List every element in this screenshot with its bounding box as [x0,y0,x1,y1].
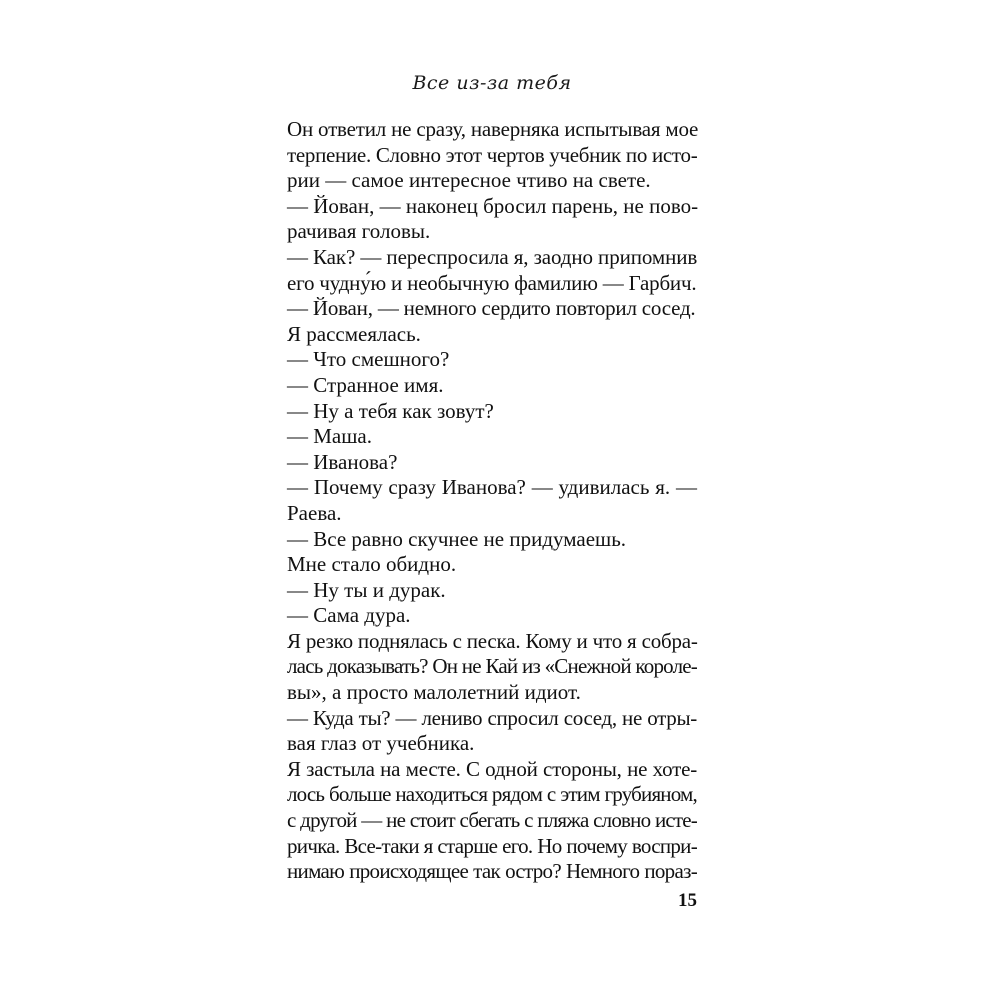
text-line: — Почему сразу Иванова? — удивилась я. — [287,475,697,500]
text-line: Он ответил не сразу, наверняка испытывая мое [287,117,699,141]
text-line: вая глаз от учебника. [287,731,475,756]
text-line: — Сама дура. [287,603,411,628]
text-line: — Что смешного? [287,347,450,372]
text-line: рачивая головы. [287,219,431,244]
text-line: — Иванова? [287,449,398,474]
text-line: Я рассмеялась. [287,321,421,346]
text-line: — Ну ты и дурак. [287,577,446,602]
text-line: — Маша. [287,424,372,449]
text-line: — Йован, — наконец бросил парень, не пово- [287,193,699,218]
text-line: — Странное имя. [287,372,444,397]
text-line: вы», а просто малолетний идиот. [287,680,581,705]
text-line: Мне стало обидно. [287,552,457,577]
text-line: лась доказывать? Он не Кай из «Снежной короле- [287,654,697,679]
text-line: терпение. Словно этот чертов учебник по исто- [287,142,698,167]
text-line: — Как? — переспросила я, заодно припомнив [287,244,698,269]
text-line: рии — самое интересное чтиво на свете. [287,168,651,193]
running-head: Все из-за тебя [412,72,572,94]
page-number: 15 [678,890,697,911]
text-line: Я застыла на месте. С одной стороны, не хоте- [287,756,697,781]
text-line: ричка. Все-таки я старше его. Но почему воспри- [287,833,697,858]
text-line: Раева. [287,500,342,525]
text-line: нимаю происходящее так остро? Немного пораз- [287,859,697,884]
text-line: — Куда ты? — лениво спросил сосед, не отры- [287,705,697,730]
text-line: — Все равно скучнее не придумаешь. [287,526,627,551]
text-line: его чудну́ю и необычную фамилию — Гарбич. [287,270,697,295]
text-line: — Йован, — немного сердито повторил сосед. [287,296,696,321]
text-line: — Ну а тебя как зовут? [287,398,494,423]
text-line: с другой — не стоит сбегать с пляжа словно исте- [287,808,697,833]
text-line: лось больше находиться рядом с этим грубияном, [287,782,697,807]
text-line: Я резко поднялась с песка. Кому и что я собра- [287,628,698,653]
body-text [287,117,697,885]
